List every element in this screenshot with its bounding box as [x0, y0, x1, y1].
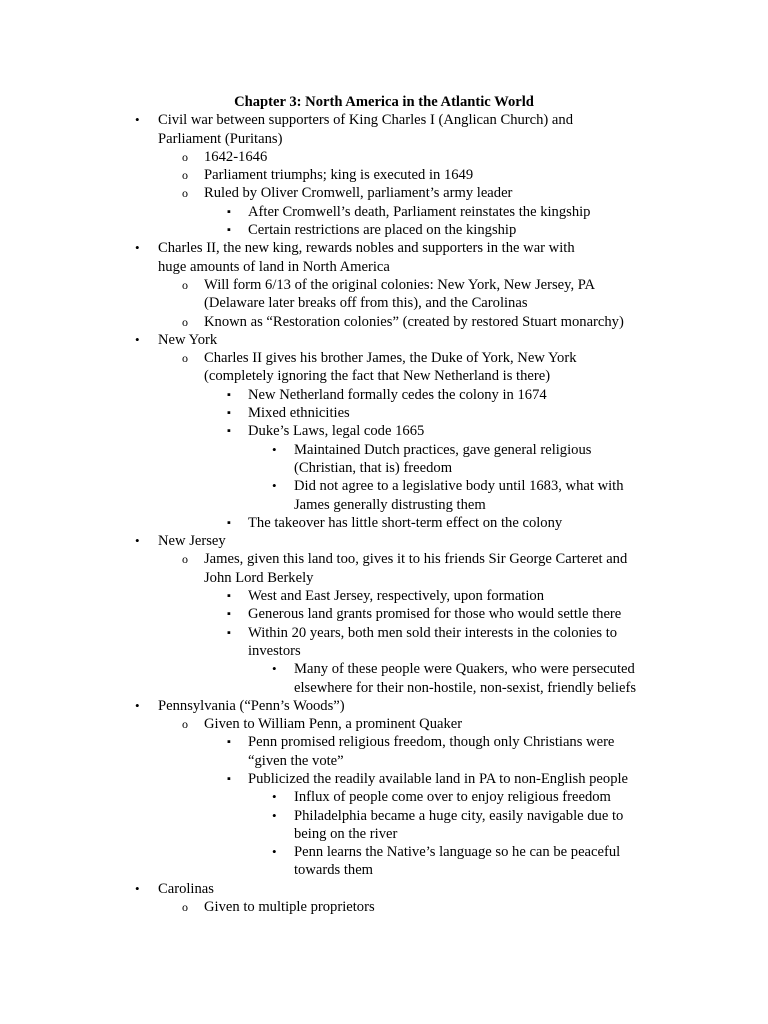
outline-item-text: Influx of people come over to enjoy religious freedom	[294, 789, 611, 806]
outline-item-text: Certain restrictions are placed on the kingship	[248, 222, 517, 239]
outline-item	[0, 404, 648, 422]
outline-item-text: Ruled by Oliver Cromwell, parliament’s army leader	[204, 185, 513, 202]
outline-item-text: James, given this land too, gives it to his friends Sir George Carteret and John Lord Berkely	[204, 551, 628, 586]
bullet-circle: o	[182, 717, 188, 732]
bullet-circle: o	[182, 277, 188, 292]
bullet-disc: •	[272, 844, 277, 860]
outline-list	[0, 111, 768, 916]
outline-item	[0, 239, 598, 276]
outline-item-text: Many of these people were Quakers, who were persecuted elsewhere for their non-hostile, non-sexist, friendly beliefs	[294, 661, 637, 696]
outline-item-text: Given to multiple proprietors	[204, 899, 375, 916]
outline-item	[0, 441, 654, 478]
bullet-disc: •	[272, 807, 277, 823]
bullet-square: ▪	[227, 772, 231, 785]
outline-item	[0, 203, 648, 221]
bullet-square: ▪	[227, 224, 231, 237]
outline-item-text: Generous land grants promised for those who would settle there	[248, 606, 622, 623]
bullet-square: ▪	[227, 590, 231, 603]
bullet-square: ▪	[227, 205, 231, 218]
bullet-disc: •	[135, 112, 140, 128]
outline-item	[0, 184, 636, 202]
outline-item	[0, 697, 598, 715]
outline-item-text: After Cromwell’s death, Parliament reinstates the kingship	[248, 203, 591, 220]
outline-item-text: Mixed ethnicities	[248, 405, 350, 422]
outline-item	[0, 111, 598, 148]
bullet-square: ▪	[227, 516, 231, 529]
bullet-square: ▪	[227, 626, 231, 639]
outline-item-text: Duke’s Laws, legal code 1665	[248, 423, 425, 440]
bullet-disc: •	[135, 697, 140, 713]
outline-item-text: Maintained Dutch practices, gave general religious (Christian, that is) freedom	[294, 441, 592, 476]
outline-item-text: Did not agree to a legislative body until 1683, what with James generally distrusting them	[294, 478, 624, 513]
bullet-disc: •	[135, 533, 140, 549]
outline-item	[0, 788, 654, 806]
outline-item	[0, 898, 636, 916]
outline-item	[0, 477, 654, 514]
outline-item-text: New Netherland formally cedes the colony in 1674	[248, 386, 547, 403]
bullet-disc: •	[272, 789, 277, 805]
bullet-circle: o	[182, 314, 188, 329]
bullet-disc: •	[135, 240, 140, 256]
outline-item	[0, 331, 598, 349]
bullet-circle: o	[182, 168, 188, 183]
outline-item-text: New Jersey	[158, 533, 226, 550]
outline-item	[0, 843, 654, 880]
outline-item	[0, 313, 636, 331]
bullet-square: ▪	[227, 608, 231, 621]
outline-item-text: Parliament triumphs; king is executed in 1649	[204, 167, 474, 184]
outline-item	[0, 733, 648, 770]
bullet-disc: •	[272, 661, 277, 677]
outline-item-text: Philadelphia became a huge city, easily navigable due to being on the river	[294, 807, 624, 842]
bullet-disc: •	[272, 478, 277, 494]
outline-item-text: Carolinas	[158, 880, 214, 897]
bullet-circle: o	[182, 186, 188, 201]
outline-item	[0, 349, 636, 386]
outline-item-text: Given to William Penn, a prominent Quaker	[204, 716, 463, 733]
outline-item-text: Publicized the readily available land in PA to non-English people	[248, 770, 629, 787]
outline-item	[0, 715, 636, 733]
bullet-square: ▪	[227, 388, 231, 401]
bullet-disc: •	[135, 880, 140, 896]
outline-item-text: Penn learns the Native’s language so he can be peaceful towards them	[294, 844, 621, 879]
outline-item-text: New York	[158, 331, 218, 348]
outline-item-text: Within 20 years, both men sold their interests in the colonies to investors	[248, 624, 618, 659]
outline-item	[0, 624, 648, 661]
outline-item-text: Penn promised religious freedom, though only Christians were “given the vote”	[248, 734, 615, 769]
outline-item	[0, 386, 648, 404]
outline-item-text: 1642-1646	[204, 148, 268, 165]
outline-item	[0, 550, 636, 587]
document-title: Chapter 3: North America in the Atlantic World	[234, 94, 534, 110]
outline-item-text: Pennsylvania (“Penn’s Woods”)	[158, 697, 345, 714]
outline-item	[0, 532, 598, 550]
outline-item	[0, 587, 648, 605]
outline-item	[0, 514, 648, 532]
outline-item	[0, 276, 636, 313]
outline-item	[0, 422, 648, 440]
outline-item-text: Civil war between supporters of King Charles I (Anglican Church) and Parliament (Puritans)	[158, 112, 574, 147]
outline-item	[0, 148, 636, 166]
outline-item	[0, 770, 648, 788]
outline-item	[0, 880, 598, 898]
document-page	[0, 93, 768, 916]
bullet-disc: •	[272, 441, 277, 457]
bullet-disc: •	[135, 331, 140, 347]
outline-item-text: Charles II, the new king, rewards nobles and supporters in the war with huge amounts of land in North America	[158, 240, 575, 275]
bullet-square: ▪	[227, 736, 231, 749]
outline-item-text: Charles II gives his brother James, the Duke of York, New York (completely ignoring the fact that New Netherland is there)	[204, 350, 577, 385]
outline-item	[0, 605, 648, 623]
outline-item-text: Known as “Restoration colonies” (created by restored Stuart monarchy)	[204, 313, 624, 330]
bullet-circle: o	[182, 351, 188, 366]
outline-item	[0, 221, 648, 239]
outline-item	[0, 807, 654, 844]
bullet-circle: o	[182, 149, 188, 164]
outline-item-text: Will form 6/13 of the original colonies: New York, New Jersey, PA (Delaware later breaks off from this), and the Carolinas	[204, 276, 595, 312]
bullet-square: ▪	[227, 407, 231, 420]
bullet-circle: o	[182, 900, 188, 915]
outline-item-text: The takeover has little short-term effect on the colony	[248, 514, 563, 531]
bullet-circle: o	[182, 552, 188, 567]
outline-item-text: West and East Jersey, respectively, upon formation	[248, 588, 545, 605]
outline-item	[0, 166, 636, 184]
bullet-square: ▪	[227, 425, 231, 438]
outline-item	[0, 660, 654, 697]
